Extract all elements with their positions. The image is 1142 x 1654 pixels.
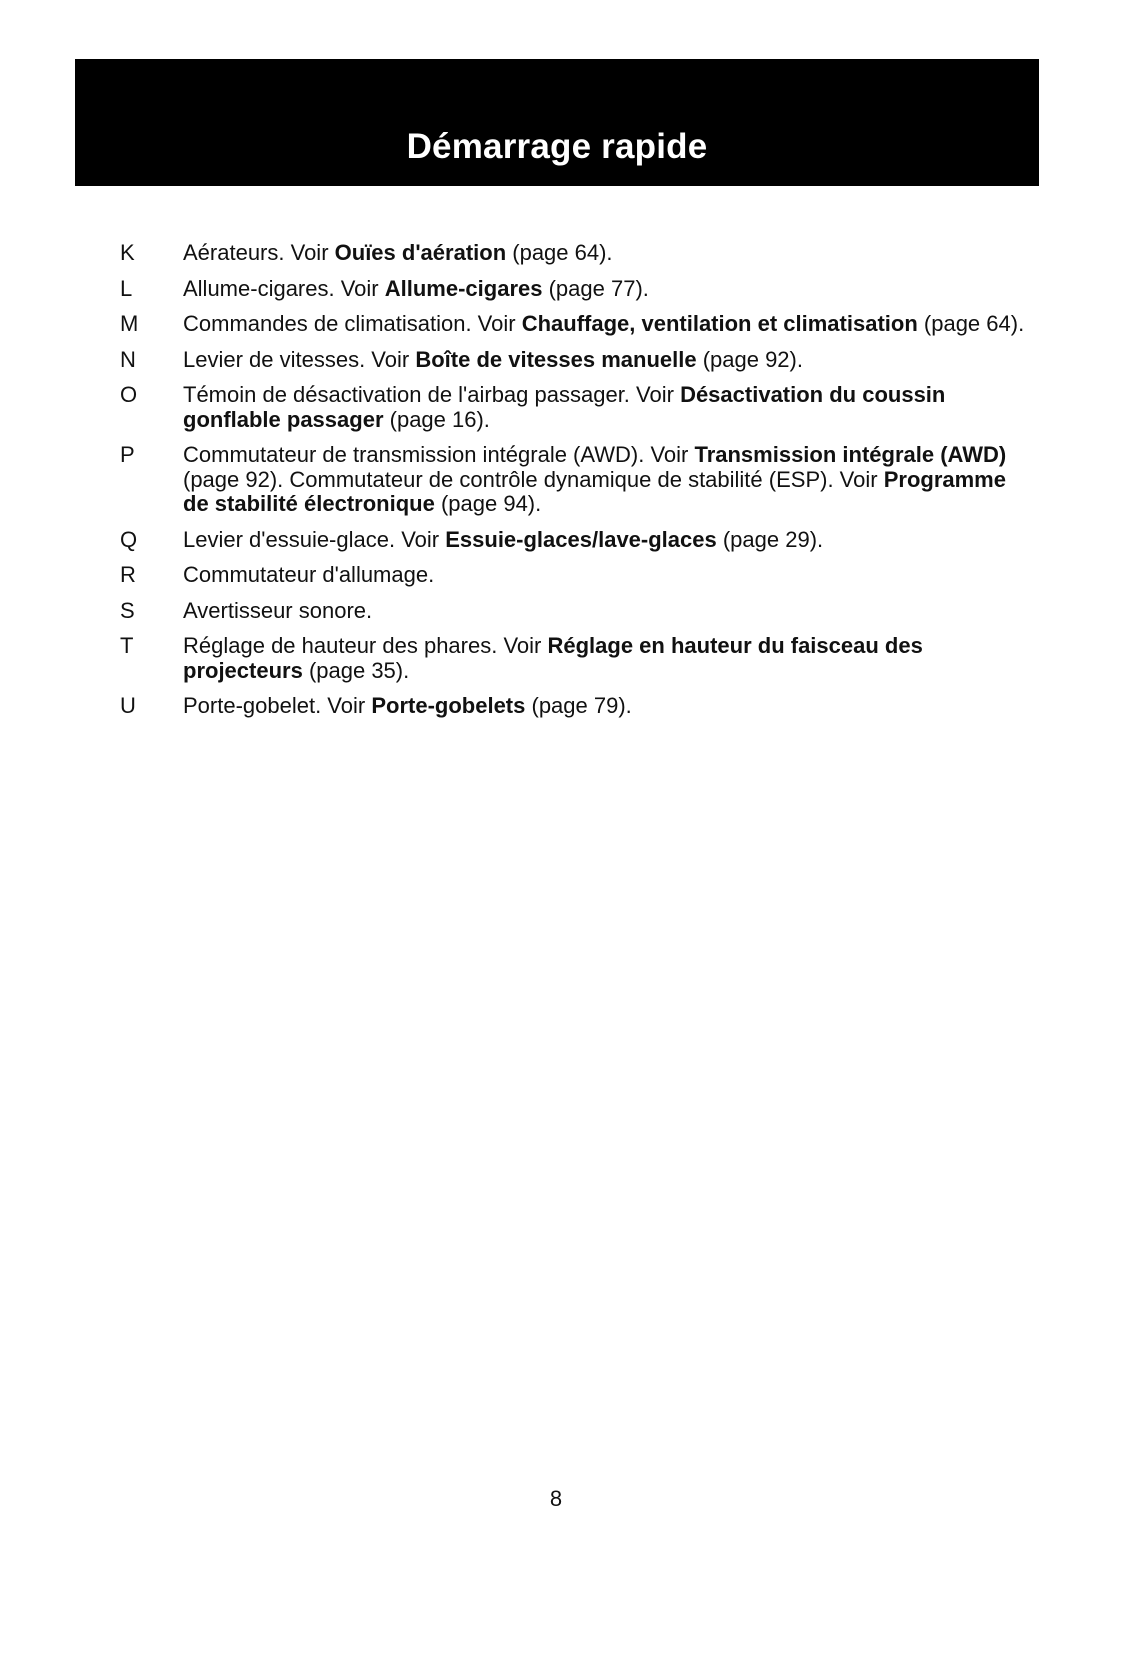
list-item xyxy=(114,599,1034,624)
page-title: Démarrage rapide xyxy=(406,127,708,166)
header-bar xyxy=(75,59,1039,186)
item-letter: R xyxy=(120,562,136,587)
cross-reference: Essuie-glaces/lave-glaces xyxy=(445,526,717,552)
item-text: Commutateur de transmission intégrale (AWD). Voir Transmission intégrale (AWD) (page 92). Commutateur de contrôle dynamique de stabilité (ESP). Voir Programme de stabilité électronique (page 94). xyxy=(183,442,1007,516)
item-letter: U xyxy=(120,693,136,718)
list-item xyxy=(114,634,1034,683)
item-text: Commandes de climatisation. Voir Chauffage, ventilation et climatisation (page 64). xyxy=(183,311,1025,336)
list-item xyxy=(114,241,1034,266)
item-list xyxy=(114,241,1034,730)
item-text: Levier de vitesses. Voir Boîte de vitesses manuelle (page 92). xyxy=(183,346,803,372)
item-letter: M xyxy=(120,311,139,336)
item-letter: L xyxy=(120,275,133,301)
list-item xyxy=(114,443,1034,517)
list-item xyxy=(114,277,1034,302)
cross-reference: Allume-cigares xyxy=(384,275,543,301)
cross-reference: Désactivation du coussin gonflable passager xyxy=(183,382,946,432)
item-letter: P xyxy=(120,442,135,467)
cross-reference: Programme de stabilité électronique xyxy=(183,466,1006,516)
item-text: Avertisseur sonore. xyxy=(183,597,373,623)
page-number: 8 xyxy=(549,1486,563,1511)
item-text: Allume-cigares. Voir Allume-cigares (page 77). xyxy=(183,275,649,301)
cross-reference: Boîte de vitesses manuelle xyxy=(415,346,697,372)
cross-reference: Réglage en hauteur du faisceau des projecteurs xyxy=(183,633,923,683)
list-item xyxy=(114,312,1034,337)
item-text: Commutateur d'allumage. xyxy=(183,562,435,587)
cross-reference: Ouïes d'aération xyxy=(334,240,507,265)
item-letter: T xyxy=(120,633,134,658)
list-item xyxy=(114,563,1034,588)
list-item xyxy=(114,694,1034,719)
item-letter: K xyxy=(120,240,135,265)
item-text: Porte-gobelet. Voir Porte-gobelets (page 79). xyxy=(183,693,632,718)
item-text: Levier d'essuie-glace. Voir Essuie-glaces/lave-glaces (page 29). xyxy=(183,526,824,552)
item-text: Réglage de hauteur des phares. Voir Réglage en hauteur du faisceau des projecteurs (page 35). xyxy=(183,633,923,683)
item-letter: O xyxy=(120,382,138,407)
cross-reference: Chauffage, ventilation et climatisation xyxy=(521,311,918,336)
list-item xyxy=(114,383,1034,432)
list-item xyxy=(114,348,1034,373)
item-letter: N xyxy=(120,346,136,372)
cross-reference: Porte-gobelets xyxy=(371,693,526,718)
cross-reference: Transmission intégrale (AWD) xyxy=(694,442,1007,467)
item-text: Témoin de désactivation de l'airbag passager. Voir Désactivation du coussin gonflable passager (page 16). xyxy=(183,382,946,432)
list-item xyxy=(114,528,1034,553)
item-letter: Q xyxy=(120,526,138,552)
item-letter: S xyxy=(120,597,135,623)
item-text: Aérateurs. Voir Ouïes d'aération (page 64). xyxy=(183,240,613,265)
